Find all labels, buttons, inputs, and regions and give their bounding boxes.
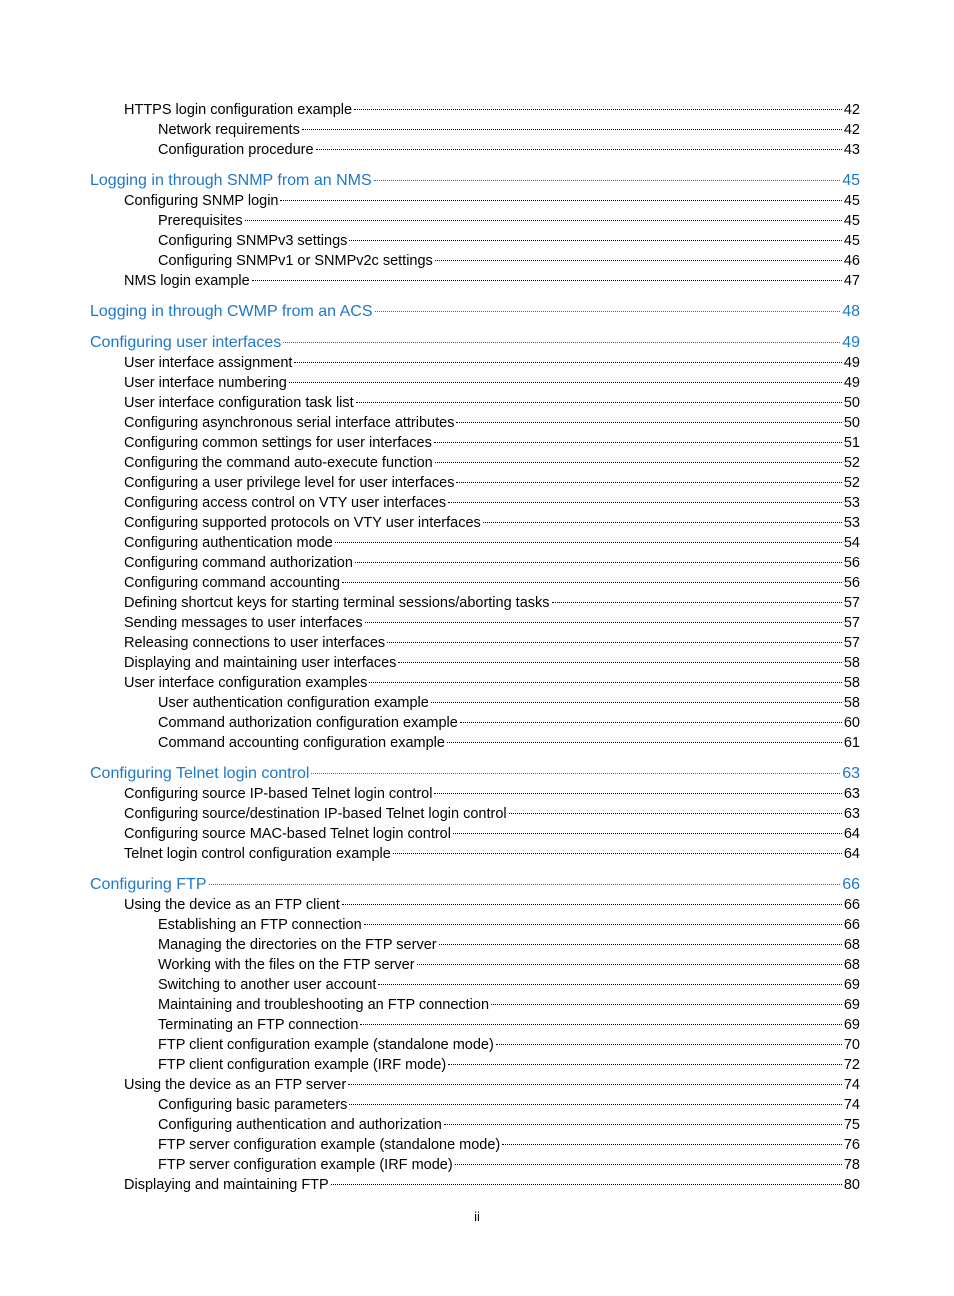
dot-leader <box>444 1124 842 1125</box>
dot-leader <box>348 1084 842 1085</box>
toc-entry-title: Logging in through CWMP from an ACS <box>90 303 373 320</box>
toc-section-link[interactable] <box>90 1135 860 1155</box>
toc-section-link[interactable] <box>90 120 860 140</box>
dot-leader <box>455 1164 842 1165</box>
toc-section-link[interactable] <box>90 140 860 160</box>
toc-section-link[interactable] <box>90 1095 860 1115</box>
toc-entry-page: 64 <box>843 846 860 862</box>
toc-section-link[interactable] <box>90 433 860 453</box>
toc-entry-title: Configuring user interfaces <box>90 334 282 351</box>
toc-entry-title: NMS login example <box>124 273 250 289</box>
toc-entry-page: 49 <box>843 375 860 391</box>
toc-section-link[interactable] <box>90 844 860 864</box>
toc-entry-page: 58 <box>843 675 860 691</box>
toc-entry-title: HTTPS login configuration example <box>124 102 353 118</box>
toc-section-link[interactable] <box>90 895 860 915</box>
toc-entry-page: 51 <box>843 435 860 451</box>
toc-entry-title: FTP server configuration example (standalone mode) <box>158 1137 501 1153</box>
toc-section-link[interactable] <box>90 191 860 211</box>
toc-entry-title: Logging in through SNMP from an NMS <box>90 172 372 189</box>
toc-section-link[interactable] <box>90 251 860 271</box>
toc-entry-page: 45 <box>843 233 860 249</box>
toc-entry-title: Configuring asynchronous serial interface attributes <box>124 415 455 431</box>
toc-entry-page: 78 <box>843 1157 860 1173</box>
toc-entry-page: 45 <box>843 213 860 229</box>
toc-chapter-link[interactable] <box>90 170 860 191</box>
toc-entry-page: 57 <box>843 595 860 611</box>
dot-leader <box>316 149 842 150</box>
toc-entry-page: 50 <box>843 395 860 411</box>
dot-leader <box>398 662 841 663</box>
toc-entry-page: 74 <box>843 1097 860 1113</box>
toc-section-link[interactable] <box>90 1055 860 1075</box>
toc-section-link[interactable] <box>90 453 860 473</box>
toc-section-link[interactable] <box>90 633 860 653</box>
dot-leader <box>374 180 841 181</box>
toc-entry-title: Sending messages to user interfaces <box>124 615 363 631</box>
toc-section-link[interactable] <box>90 733 860 753</box>
toc-section-link[interactable] <box>90 935 860 955</box>
toc-entry-title: Terminating an FTP connection <box>158 1017 359 1033</box>
toc-entry-title: Network requirements <box>158 122 300 138</box>
toc-section-link[interactable] <box>90 393 860 413</box>
toc-entry-page: 42 <box>843 122 860 138</box>
toc-section-link[interactable] <box>90 353 860 373</box>
toc-entry-page: 66 <box>842 876 860 893</box>
toc-entry-title: Establishing an FTP connection <box>158 917 362 933</box>
toc-entry-page: 49 <box>843 355 860 371</box>
toc-entry-page: 45 <box>842 172 860 189</box>
dot-leader <box>354 109 842 110</box>
toc-entry-title: User authentication configuration example <box>158 695 429 711</box>
toc-section-link[interactable] <box>90 1155 860 1175</box>
dot-leader <box>509 813 842 814</box>
toc-entry-title: Configuring Telnet login control <box>90 765 310 782</box>
toc-entry-page: 53 <box>843 495 860 511</box>
toc-entry-title: Configuring access control on VTY user interfaces <box>124 495 447 511</box>
toc-section-link[interactable] <box>90 573 860 593</box>
dot-leader <box>387 642 842 643</box>
dot-leader <box>283 342 840 343</box>
toc-section-link[interactable] <box>90 1075 860 1095</box>
toc-section-link[interactable] <box>90 784 860 804</box>
toc-entry-page: 69 <box>843 1017 860 1033</box>
dot-leader <box>302 129 842 130</box>
toc-entry-page: 66 <box>843 897 860 913</box>
toc-entry-page: 48 <box>842 303 860 320</box>
toc-entry-title: Switching to another user account <box>158 977 377 993</box>
dot-leader <box>496 1044 842 1045</box>
toc-section-link[interactable] <box>90 593 860 613</box>
dot-leader <box>417 964 842 965</box>
toc-entry-page: 45 <box>843 193 860 209</box>
toc-entry-title: Configuring source/destination IP-based Telnet login control <box>124 806 507 822</box>
dot-leader <box>456 422 841 423</box>
toc-entry-title: Maintaining and troubleshooting an FTP connection <box>158 997 490 1013</box>
toc-entry-page: 70 <box>843 1037 860 1053</box>
toc-section-link[interactable] <box>90 955 860 975</box>
toc-chapter-link[interactable] <box>90 301 860 322</box>
toc-entry-title: Releasing connections to user interfaces <box>124 635 386 651</box>
toc-entry-page: 53 <box>843 515 860 531</box>
toc-entry-page: 52 <box>843 475 860 491</box>
dot-leader <box>552 602 842 603</box>
toc-entry-page: 68 <box>843 937 860 953</box>
dot-leader <box>447 742 842 743</box>
toc-entry-title: Configuring the command auto-execute function <box>124 455 433 471</box>
toc-chapter-link[interactable] <box>90 763 860 784</box>
toc-section-link[interactable] <box>90 613 860 633</box>
toc-entry-title: FTP client configuration example (IRF mode) <box>158 1057 447 1073</box>
toc-section-link[interactable] <box>90 824 860 844</box>
toc-entry-page: 52 <box>843 455 860 471</box>
toc-section-link[interactable] <box>90 513 860 533</box>
toc-entry-title: User interface configuration examples <box>124 675 368 691</box>
toc-section-link[interactable] <box>90 231 860 251</box>
toc-entry-title: FTP server configuration example (IRF mode) <box>158 1157 453 1173</box>
toc-entry-page: 68 <box>843 957 860 973</box>
toc-section-link[interactable] <box>90 693 860 713</box>
dot-leader <box>349 1104 841 1105</box>
toc-entry-page: 69 <box>843 977 860 993</box>
toc-entry-page: 58 <box>843 695 860 711</box>
toc-entry-title: Telnet login control configuration example <box>124 846 391 862</box>
toc-entry-title: Working with the files on the FTP server <box>158 957 415 973</box>
toc-entry-page: 49 <box>842 334 860 351</box>
toc-entry-title: Managing the directories on the FTP server <box>158 937 437 953</box>
toc-entry-page: 76 <box>843 1137 860 1153</box>
toc-entry-title: Defining shortcut keys for starting terminal sessions/aborting tasks <box>124 595 550 611</box>
dot-leader <box>434 442 842 443</box>
toc-entry-title: Configuring SNMPv1 or SNMPv2c settings <box>158 253 433 269</box>
dot-leader <box>342 582 842 583</box>
toc-entry-title: Configuring a user privilege level for user interfaces <box>124 475 455 491</box>
toc-entry-title: Configuring authentication and authorization <box>158 1117 442 1133</box>
dot-leader <box>393 853 842 854</box>
dot-leader <box>331 1184 842 1185</box>
toc-entry-title: User interface numbering <box>124 375 287 391</box>
toc-chapter-link[interactable] <box>90 332 860 353</box>
toc-section-link[interactable] <box>90 211 860 231</box>
toc-entry-title: Prerequisites <box>158 213 243 229</box>
toc-entry-page: 60 <box>843 715 860 731</box>
dot-leader <box>431 702 842 703</box>
toc-section-link[interactable] <box>90 271 860 291</box>
toc-section-link[interactable] <box>90 533 860 553</box>
toc-entry-title: User interface configuration task list <box>124 395 354 411</box>
toc-entry-title: Configuring command authorization <box>124 555 353 571</box>
toc-entry-title: Configuring SNMP login <box>124 193 279 209</box>
toc-entry-title: Configuring common settings for user interfaces <box>124 435 432 451</box>
page-number: ii <box>474 1209 480 1224</box>
toc-entry-title: Configuring basic parameters <box>158 1097 348 1113</box>
toc-section-link[interactable] <box>90 975 860 995</box>
toc-entry-title: Configuring command accounting <box>124 575 341 591</box>
toc-section-link[interactable] <box>90 493 860 513</box>
dot-leader <box>453 833 842 834</box>
toc-entry-title: Configuring SNMPv3 settings <box>158 233 348 249</box>
toc-entry-title: Configuration procedure <box>158 142 314 158</box>
dot-leader <box>364 924 842 925</box>
toc-entry-page: 63 <box>842 765 860 782</box>
toc-entry-title: Using the device as an FTP client <box>124 897 340 913</box>
dot-leader <box>460 722 842 723</box>
dot-leader <box>252 280 842 281</box>
toc-entry-page: 63 <box>843 806 860 822</box>
dot-leader <box>434 793 841 794</box>
dot-leader <box>349 240 841 241</box>
dot-leader <box>335 542 842 543</box>
dot-leader <box>342 904 842 905</box>
dot-leader <box>369 682 841 683</box>
toc-entry-title: Command authorization configuration example <box>158 715 458 731</box>
dot-leader <box>456 482 841 483</box>
toc-section-link[interactable] <box>90 653 860 673</box>
toc-entry-title: Configuring source IP-based Telnet login control <box>124 786 433 802</box>
dot-leader <box>491 1004 842 1005</box>
toc-section-link[interactable] <box>90 915 860 935</box>
toc-entry-page: 66 <box>843 917 860 933</box>
toc-entry-page: 74 <box>843 1077 860 1093</box>
toc-entry-page: 47 <box>843 273 860 289</box>
toc-section-link[interactable] <box>90 100 860 120</box>
toc-section-link[interactable] <box>90 373 860 393</box>
toc-entry-page: 42 <box>843 102 860 118</box>
toc-chapter-link[interactable] <box>90 874 860 895</box>
toc-entry-page: 69 <box>843 997 860 1013</box>
dot-leader <box>289 382 842 383</box>
toc-entry-title: Using the device as an FTP server <box>124 1077 347 1093</box>
toc-entry-page: 46 <box>843 253 860 269</box>
dot-leader <box>448 502 842 503</box>
toc-section-link[interactable] <box>90 995 860 1015</box>
toc-entry-page: 43 <box>843 142 860 158</box>
toc-entry-page: 58 <box>843 655 860 671</box>
dot-leader <box>483 522 842 523</box>
dot-leader <box>502 1144 842 1145</box>
dot-leader <box>356 402 842 403</box>
dot-leader <box>360 1024 841 1025</box>
toc-section-link[interactable] <box>90 713 860 733</box>
dot-leader <box>435 260 842 261</box>
dot-leader <box>439 944 842 945</box>
toc-entry-page: 80 <box>843 1177 860 1193</box>
dot-leader <box>355 562 842 563</box>
toc-section-link[interactable] <box>90 1035 860 1055</box>
toc-entry-title: Displaying and maintaining FTP <box>124 1177 329 1193</box>
toc-entry-title: Displaying and maintaining user interfaces <box>124 655 397 671</box>
toc-entry-title: Command accounting configuration example <box>158 735 445 751</box>
dot-leader <box>209 884 841 885</box>
toc-entry-title: Configuring supported protocols on VTY user interfaces <box>124 515 481 531</box>
toc-entry-page: 72 <box>843 1057 860 1073</box>
toc-entry-title: Configuring source MAC-based Telnet login control <box>124 826 451 842</box>
toc-entry-page: 50 <box>843 415 860 431</box>
dot-leader <box>365 622 842 623</box>
toc-entry-page: 54 <box>843 535 860 551</box>
dot-leader <box>245 220 842 221</box>
dot-leader <box>280 200 841 201</box>
dot-leader <box>448 1064 842 1065</box>
toc-section-link[interactable] <box>90 413 860 433</box>
dot-leader <box>378 984 841 985</box>
dot-leader <box>311 773 840 774</box>
toc-entry-page: 64 <box>843 826 860 842</box>
toc-entry-page: 56 <box>843 575 860 591</box>
toc-entry-title: User interface assignment <box>124 355 293 371</box>
table-of-contents <box>90 100 860 1195</box>
toc-entry-page: 61 <box>843 735 860 751</box>
dot-leader <box>435 462 842 463</box>
toc-section-link[interactable] <box>90 553 860 573</box>
toc-entry-page: 75 <box>843 1117 860 1133</box>
toc-entry-page: 57 <box>843 615 860 631</box>
toc-section-link[interactable] <box>90 1175 860 1195</box>
toc-section-link[interactable] <box>90 804 860 824</box>
toc-entry-page: 63 <box>843 786 860 802</box>
toc-entry-page: 56 <box>843 555 860 571</box>
toc-section-link[interactable] <box>90 1115 860 1135</box>
toc-section-link[interactable] <box>90 473 860 493</box>
dot-leader <box>375 311 841 312</box>
toc-entry-title: FTP client configuration example (standalone mode) <box>158 1037 494 1053</box>
toc-entry-title: Configuring authentication mode <box>124 535 333 551</box>
toc-entry-title: Configuring FTP <box>90 876 207 893</box>
toc-entry-page: 57 <box>843 635 860 651</box>
dot-leader <box>294 362 841 363</box>
toc-section-link[interactable] <box>90 1015 860 1035</box>
toc-section-link[interactable] <box>90 673 860 693</box>
